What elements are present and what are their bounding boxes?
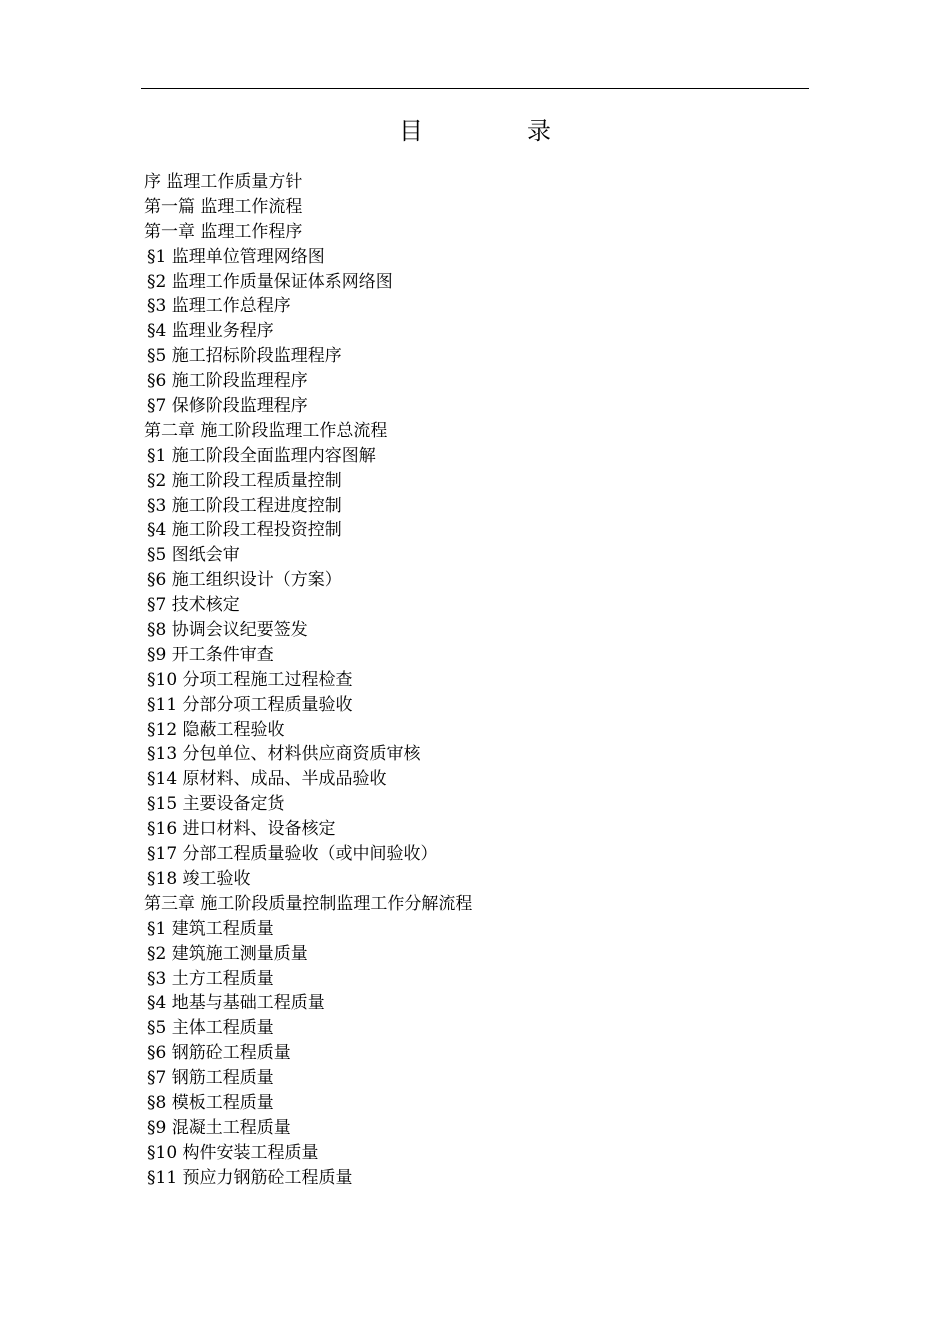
toc-section: §10 构件安装工程质量 <box>147 1142 319 1163</box>
toc-section: §6 施工阶段监理程序 <box>147 371 308 392</box>
toc-section: §9 开工条件审查 <box>147 644 274 665</box>
toc-section: §1 建筑工程质量 <box>147 918 274 939</box>
toc-section: §5 施工招标阶段监理程序 <box>147 346 342 367</box>
toc-section: §18 竣工验收 <box>147 868 251 889</box>
toc-section: §1 施工阶段全面监理内容图解 <box>147 445 376 466</box>
toc-heading: 第一篇 监理工作流程 <box>144 196 303 217</box>
toc-section: §4 施工阶段工程投资控制 <box>147 520 342 541</box>
toc-section: §16 进口材料、设备核定 <box>147 819 336 840</box>
toc-section: §4 地基与基础工程质量 <box>147 993 325 1014</box>
toc-section: §12 隐蔽工程验收 <box>147 719 285 740</box>
toc-section: §3 土方工程质量 <box>147 968 274 989</box>
toc-section: §14 原材料、成品、半成品验收 <box>147 769 387 790</box>
toc-section: §6 钢筋砼工程质量 <box>147 1043 291 1064</box>
toc-section: §9 混凝土工程质量 <box>147 1117 291 1138</box>
header-rule <box>141 88 809 89</box>
toc-section: §11 预应力钢筋砼工程质量 <box>147 1167 353 1188</box>
toc-section: §5 图纸会审 <box>147 545 240 566</box>
toc-section: §13 分包单位、材料供应商资质审核 <box>147 744 421 765</box>
toc-heading: 序 监理工作质量方针 <box>144 172 303 192</box>
toc-section: §7 保修阶段监理程序 <box>147 396 308 417</box>
toc-section: §15 主要设备定货 <box>147 794 285 815</box>
toc-section: §5 主体工程质量 <box>147 1018 274 1039</box>
toc-section: §11 分部分项工程质量验收 <box>147 694 353 715</box>
toc-section: §7 钢筋工程质量 <box>147 1068 274 1089</box>
toc-section: §7 技术核定 <box>147 595 240 616</box>
toc-section: §8 模板工程质量 <box>147 1092 274 1113</box>
toc-heading: 第三章 施工阶段质量控制监理工作分解流程 <box>144 893 473 914</box>
toc-section: §4 监理业务程序 <box>147 321 274 342</box>
toc-section: §3 施工阶段工程进度控制 <box>147 495 342 516</box>
toc-section: §10 分项工程施工过程检查 <box>147 669 353 690</box>
toc-section: §3 监理工作总程序 <box>147 296 291 317</box>
toc-heading: 第一章 监理工作程序 <box>144 221 303 242</box>
toc-section: §1 监理单位管理网络图 <box>147 246 325 267</box>
toc-section: §2 施工阶段工程质量控制 <box>147 470 342 491</box>
document-title: 目 录 <box>399 117 591 145</box>
table-of-contents <box>144 170 804 1191</box>
toc-section: §17 分部工程质量验收（或中间验收） <box>147 844 438 865</box>
toc-section: §2 监理工作质量保证体系网络图 <box>147 271 393 292</box>
toc-section: §2 建筑施工测量质量 <box>147 943 308 964</box>
toc-section: §6 施工组织设计（方案） <box>147 570 342 591</box>
toc-section: §8 协调会议纪要签发 <box>147 620 308 641</box>
toc-heading: 第二章 施工阶段监理工作总流程 <box>144 420 388 441</box>
